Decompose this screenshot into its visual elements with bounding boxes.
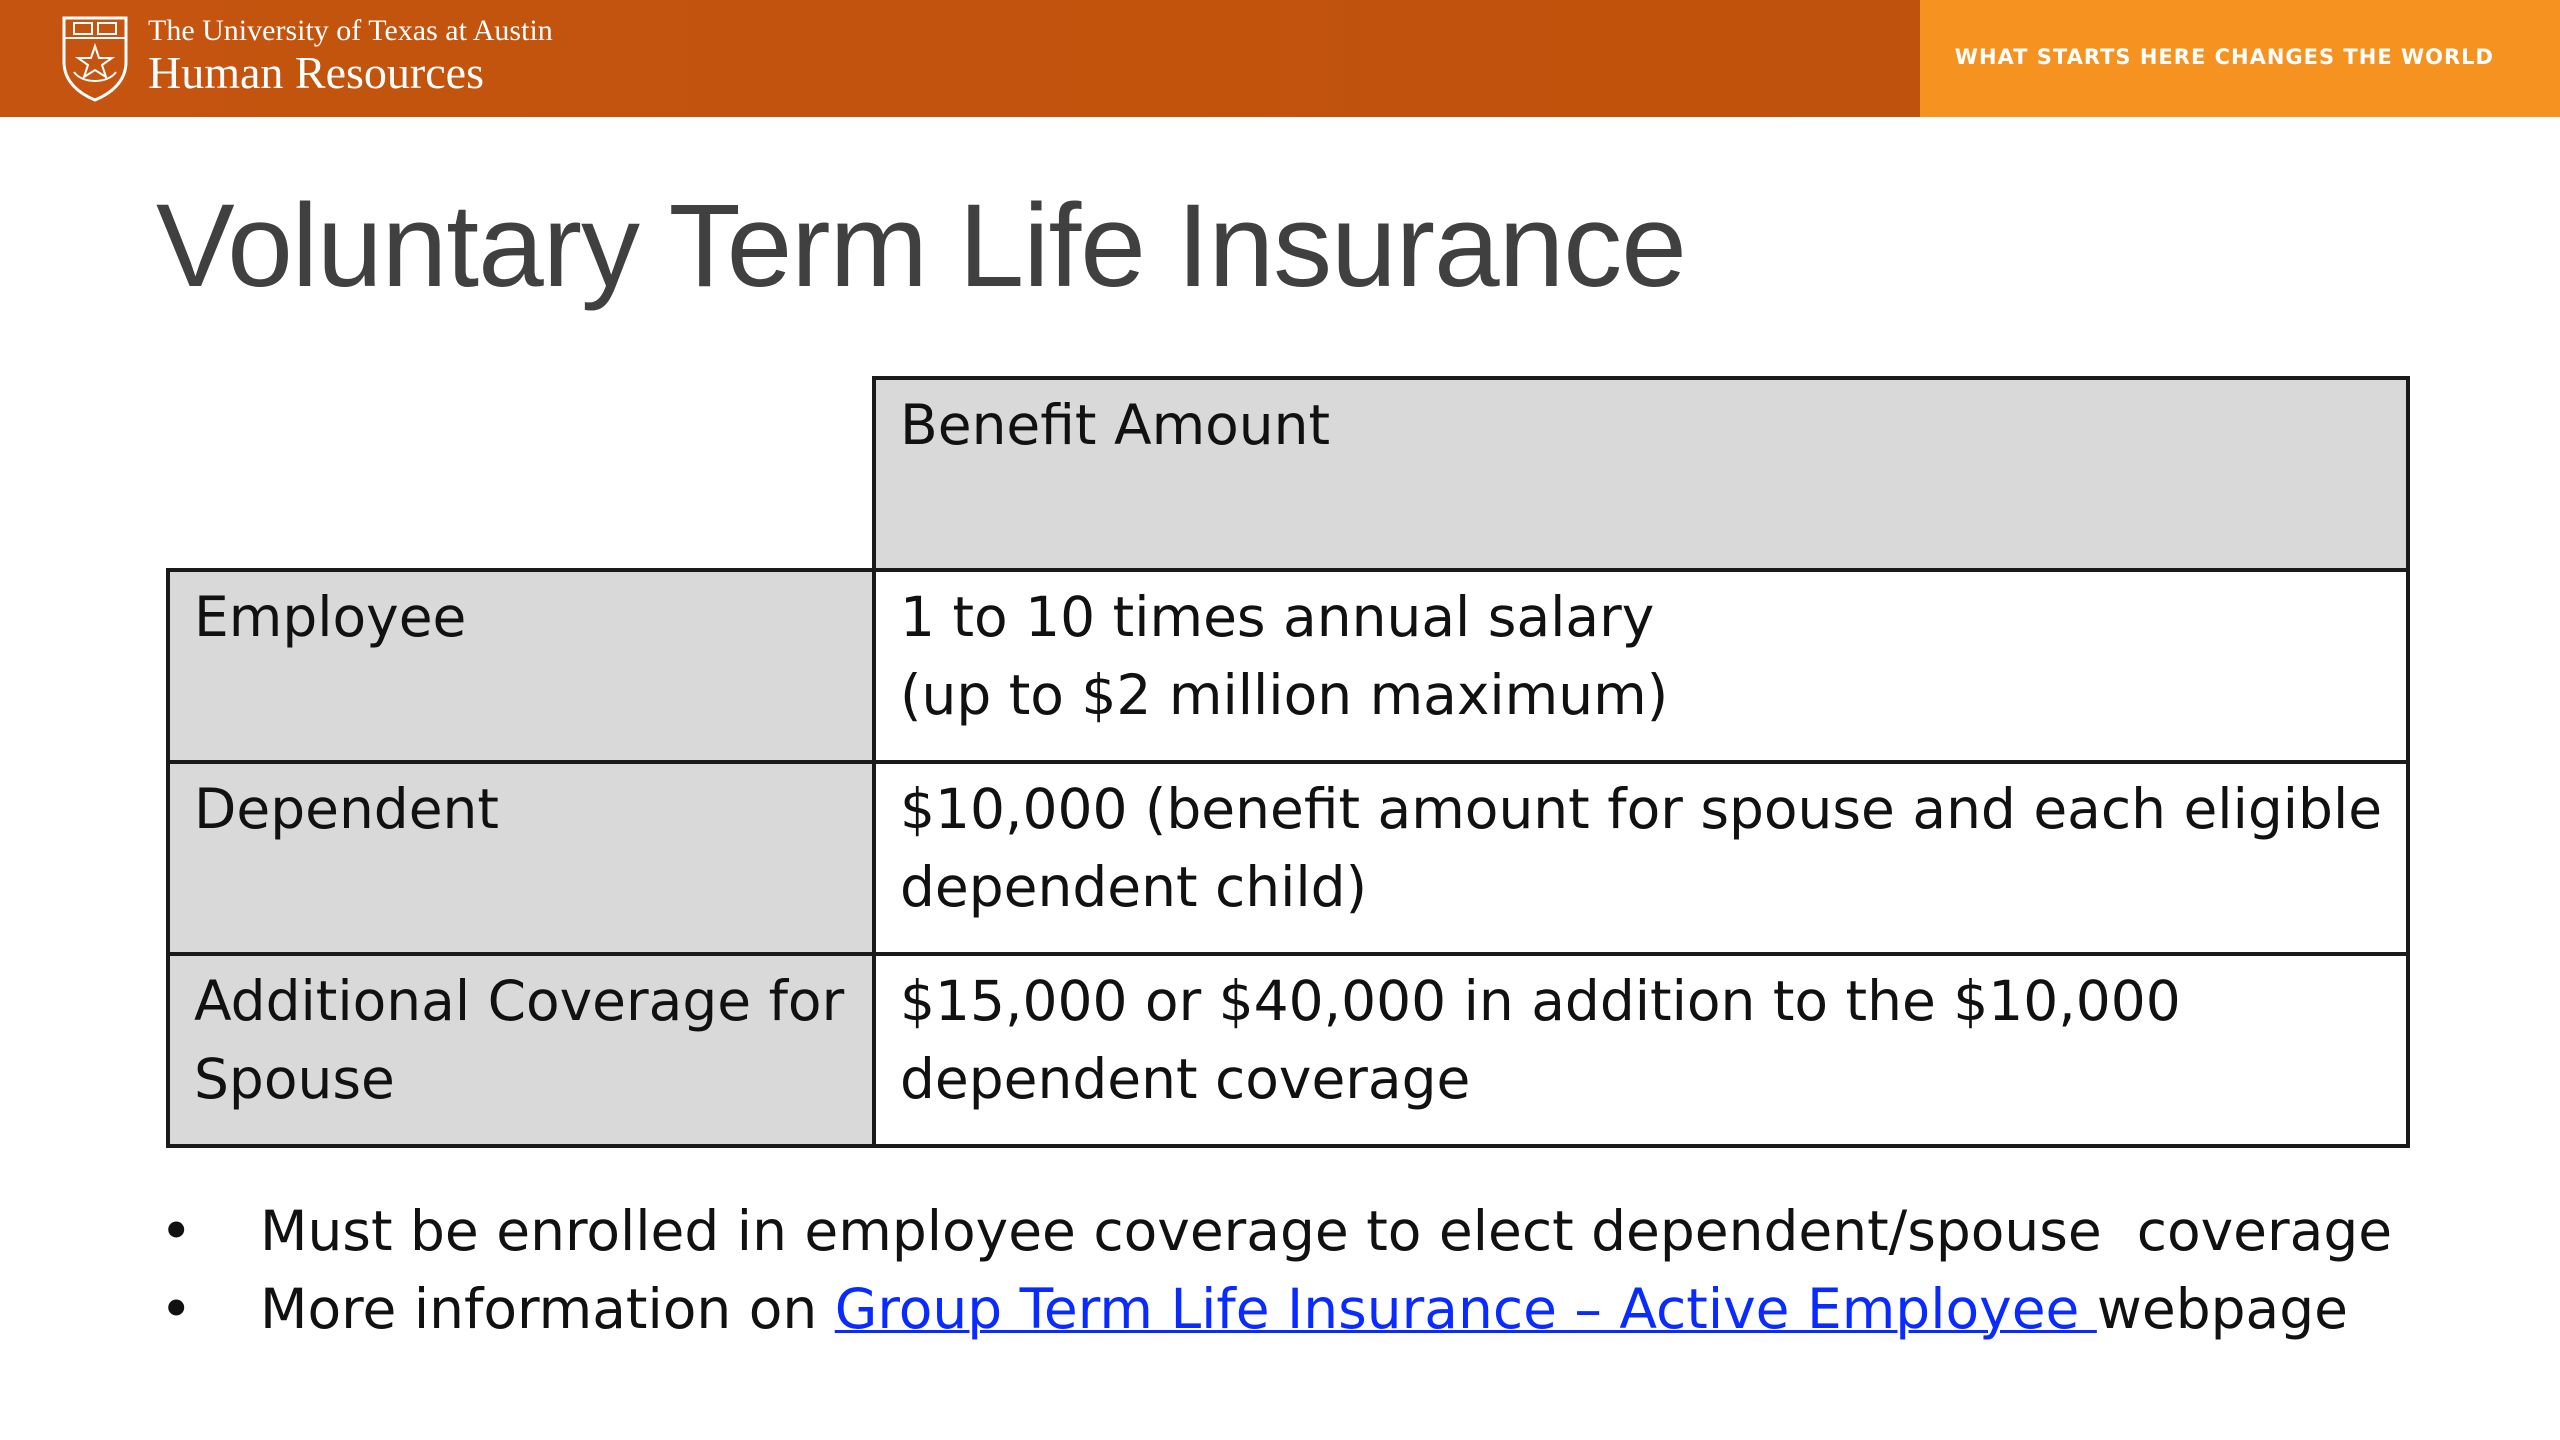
university-name: The University of Texas at Austin	[148, 14, 553, 47]
row-value-line: (up to $2 million maximum)	[900, 663, 1669, 727]
tagline: WHAT STARTS HERE CHANGES THE WORLD	[1954, 45, 2494, 69]
department-name: Human Resources	[148, 47, 484, 98]
table-row-label	[166, 568, 876, 764]
bullet-text-with-link	[260, 1270, 2348, 1348]
row-value-line: dependent child)	[900, 855, 1368, 919]
table-row-value	[872, 568, 2410, 764]
row-label-line: Spouse	[194, 1047, 395, 1111]
table-header-label: Benefit Amount	[900, 393, 1331, 457]
header-right-panel	[1920, 0, 2560, 117]
row-value-line: $10,000 (benefit amount for spouse and each eligible	[900, 777, 2383, 841]
table-row-label	[166, 952, 876, 1148]
row-value-line: $15,000 or $40,000 in addition to the $10,000	[900, 969, 2181, 1033]
bullet-marker: •	[160, 1199, 193, 1263]
bullet-marker: •	[160, 1277, 193, 1341]
header-banner	[0, 0, 2560, 117]
row-label-line: Employee	[194, 585, 467, 649]
row-label-line: Additional Coverage for	[194, 969, 845, 1033]
table-header-benefit-amount	[872, 376, 2410, 572]
ut-shield-icon	[60, 14, 130, 104]
header-left-panel	[0, 0, 1920, 117]
bullet-suffix: webpage	[2096, 1277, 2348, 1341]
row-label-line: Dependent	[194, 777, 499, 841]
table-row-value	[872, 952, 2410, 1148]
bullet-text: Must be enrolled in employee coverage to elect dependent/spouse coverage	[260, 1199, 2393, 1263]
group-term-life-link[interactable]: Group Term Life Insurance – Active Employee	[834, 1277, 2097, 1341]
row-value-line: 1 to 10 times annual salary	[900, 585, 1655, 649]
row-value-line: dependent coverage	[900, 1047, 1471, 1111]
table-row-value	[872, 760, 2410, 956]
table-row-label	[166, 760, 876, 956]
bullet-prefix: More information on	[260, 1277, 835, 1341]
slide-title: Voluntary Term Life Insurance	[156, 180, 1686, 312]
